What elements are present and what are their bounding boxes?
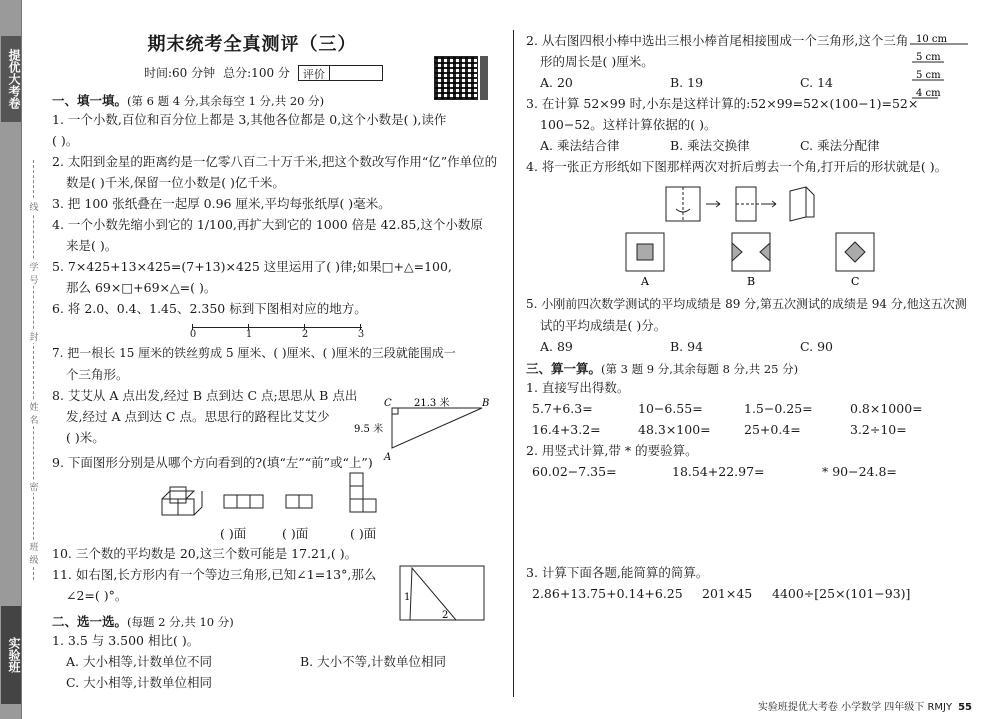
tick-label: 3	[357, 329, 365, 340]
fig8-side: 9.5 米	[354, 424, 384, 435]
time-limit: 时间:60 分钟	[144, 66, 216, 80]
s2q2-option-b: B. 19	[670, 75, 704, 90]
s2q5-option-c: C. 90	[800, 339, 833, 354]
fig8-c: C	[384, 398, 392, 409]
binding-label: 姓名	[26, 400, 42, 426]
column-divider	[513, 30, 514, 697]
calc-item: 3.2÷10=	[850, 422, 907, 437]
calc-row	[526, 398, 976, 419]
fold-label-b: B	[747, 275, 756, 288]
s2q1-option-a: A. 大小相等,计数单位不同	[66, 654, 212, 669]
simplify-item: 201×45	[702, 586, 753, 601]
s2-question-1: 1. 3.5 与 3.500 相比( )。	[52, 633, 200, 648]
q9-answer: ( )面	[220, 526, 247, 541]
s2-question-5b: 试的平均成绩是( )分。	[540, 318, 667, 333]
s2-question-2b: 形的周长是( )厘米。	[540, 54, 654, 69]
s2q1-option-b: B. 大小不等,计数单位相同	[299, 654, 447, 669]
s2-question-3a: 3. 在计算 52×99 时,小东是这样计算的:52×99=52×(100−1)=52×	[526, 96, 919, 111]
calc-item: 10−6.55=	[638, 401, 703, 416]
vertical-calc-item: * 90−24.8=	[822, 464, 897, 479]
question-7b: 个三角形。	[66, 367, 129, 382]
vertical-calc-item: 60.02−7.35=	[532, 464, 617, 479]
q9-answer: ( )面	[350, 526, 377, 541]
binding-label: 班级	[26, 540, 42, 566]
fig11-angle2: 2	[442, 610, 449, 621]
s2q3-options	[526, 135, 976, 156]
stick-length: 5 cm	[916, 70, 941, 81]
s2q3-option-b: B. 乘法交换律	[670, 138, 750, 153]
question-2a: 2. 太阳到金星的距离约是一亿零八百二十万千米,把这个数改写作用“亿”作单位的	[52, 154, 498, 169]
stick-length: 5 cm	[916, 52, 941, 63]
question-9: 9. 下面图形分别是从哪个方向看到的?(填“左”“前”或“上”)	[52, 455, 373, 470]
s2-option	[52, 651, 490, 672]
sidebar-bottom-label: 实验班	[1, 606, 21, 704]
s2-question-5a: 5. 小刚前四次数学测试的平均成绩是 89 分,第五次测试的成绩是 94 分,他这五次测	[526, 297, 967, 311]
fig8-triangle	[354, 398, 492, 464]
calc-row	[526, 419, 976, 440]
fold-figures	[526, 181, 976, 291]
question-1b: ( )。	[52, 133, 79, 148]
s2-question-4: 4. 将一张正方形纸如下图那样两次对折后剪去一个角,打开后的形状就是( )。	[526, 159, 948, 174]
fig11-angle1: 1	[404, 592, 411, 603]
section1-note: (第 6 题 4 分,其余每空 1 分,共 20 分)	[127, 94, 325, 108]
question-10: 10. 三个数的平均数是 20,这三个数可能是 17.21,( )。	[52, 546, 358, 561]
section3-title: 三、算一算。	[526, 361, 602, 376]
sticks-figure	[906, 32, 976, 104]
fold-label-a: A	[641, 275, 649, 288]
s2q5-options	[526, 336, 976, 357]
sidebar	[0, 0, 22, 719]
question-5b: 那么 69×□+69×△=( )。	[66, 280, 217, 295]
page-number: 55	[958, 702, 972, 713]
question-11a: 11. 如右图,长方形内有一个等边三角形,已知∠1=13°,那么	[52, 567, 377, 582]
tick-label: 0	[189, 329, 197, 340]
s3-question-1: 1. 直接写出得数。	[526, 380, 630, 395]
fig8-b: B	[482, 398, 490, 409]
calc-item: 48.3×100=	[638, 422, 711, 437]
tick-label: 2	[301, 329, 309, 340]
qr-code	[434, 56, 478, 100]
question-4a: 4. 一个小数先缩小到它的 1/100,再扩大到它的 1000 倍是 42.85,这个小数原	[52, 217, 483, 232]
fig8-a: A	[384, 452, 392, 463]
number-line	[189, 321, 365, 343]
calc-item: 5.7+6.3=	[532, 401, 593, 416]
simplify-item: 4400÷[25×(101−93)]	[772, 586, 911, 601]
section2-title: 二、选一选。	[52, 614, 128, 629]
fig8-top: 21.3 米	[414, 398, 450, 409]
question-8a: 8. 艾艾从 A 点出发,经过 B 点到达 C 点;思思从 B 点出	[52, 388, 358, 403]
section2-note: (每题 2 分,共 10 分)	[127, 615, 234, 629]
question-1a: 1. 一个小数,百位和百分位上都是 3,其他各位都是 0,这个小数是( ),读作	[52, 112, 447, 127]
question-11b: ∠2=( )°。	[66, 588, 128, 603]
s2q2-option-a: A. 20	[540, 75, 573, 90]
binding-line	[26, 160, 42, 580]
section1-title: 一、填一填。	[52, 93, 128, 108]
section3-note: (第 3 题 9 分,其余每题 8 分,共 25 分)	[601, 362, 799, 376]
calc-row	[526, 583, 976, 604]
calc-item: 0.8×1000=	[850, 401, 923, 416]
qr-tag	[480, 56, 488, 100]
footer-text: 实验班提优大考卷 小学数学 四年级下 RMJY	[757, 702, 953, 713]
s2q1-option-c: C. 大小相等,计数单位相同	[66, 675, 213, 690]
q9-answer: ( )面	[282, 526, 309, 541]
question-3: 3. 把 100 张纸叠在一起厚 0.96 厘米,平均每张纸厚( )毫米。	[52, 196, 391, 211]
s2q3-option-c: C. 乘法分配律	[800, 138, 880, 153]
right-column	[526, 30, 976, 604]
stick-length: 4 cm	[916, 88, 941, 99]
fold-label-c: C	[851, 275, 860, 288]
s3-question-3: 3. 计算下面各题,能简算的简算。	[526, 565, 709, 580]
s3-question-2: 2. 用竖式计算,带 * 的要验算。	[526, 443, 698, 458]
calc-row	[526, 461, 976, 482]
s2-question-2a: 2. 从右图四根小棒中选出三根小棒首尾相接围成一个三角形,这个三角	[526, 33, 909, 48]
sidebar-top-label: 提优大考卷	[1, 36, 21, 122]
s2q3-option-a: A. 乘法结合律	[540, 138, 620, 153]
question-8b: 发,经过 A 点到达 C 点。思思行的路程比艾艾少	[66, 409, 330, 424]
binding-label: 密	[26, 480, 42, 493]
fig11-rect	[398, 562, 488, 624]
s2-question-3b: 100−52。这样计算依据的( )。	[540, 117, 717, 132]
page-title: 期末统考全真测评（三）	[147, 34, 357, 55]
question-8c: ( )米。	[66, 430, 105, 445]
question-4b: 来是( )。	[66, 238, 118, 253]
binding-label: 学号	[26, 260, 42, 286]
simplify-item: 2.86+13.75+0.14+6.25	[532, 586, 683, 601]
question-6: 6. 将 2.0、0.4、1.45、2.350 标到下图相对应的地方。	[52, 301, 367, 316]
binding-label: 线	[26, 200, 42, 213]
eval-box	[298, 65, 383, 81]
calc-item: 25+0.4=	[744, 422, 801, 437]
eval-label: 评价	[299, 66, 330, 80]
s2q5-option-a: A. 89	[540, 339, 573, 354]
stick-length: 10 cm	[916, 34, 947, 45]
s2q5-option-b: B. 94	[670, 339, 704, 354]
question-5a: 5. 7×425+13×425=(7+13)×425 这里运用了( )律;如果□+△=100,	[52, 259, 452, 274]
q9-figures	[52, 473, 490, 523]
page-footer	[758, 698, 972, 713]
question-7a: 7. 把一根长 15 厘米的铁丝剪成 5 厘米、( )厘米、( )厘米的三段就能围成一	[52, 346, 456, 360]
binding-label: 封	[26, 330, 42, 343]
total-score: 总分:100 分	[223, 66, 290, 80]
calc-item: 16.4+3.2=	[532, 422, 601, 437]
s2q2-option-c: C. 14	[800, 75, 833, 90]
section-heading	[526, 359, 976, 377]
calc-item: 1.5−0.25=	[744, 401, 813, 416]
question-2b: 数是( )千米,保留一位小数是( )亿千米。	[66, 175, 285, 190]
vertical-calc-item: 18.54+22.97=	[672, 464, 765, 479]
section-heading	[52, 91, 490, 109]
tick-label: 1	[245, 329, 253, 340]
